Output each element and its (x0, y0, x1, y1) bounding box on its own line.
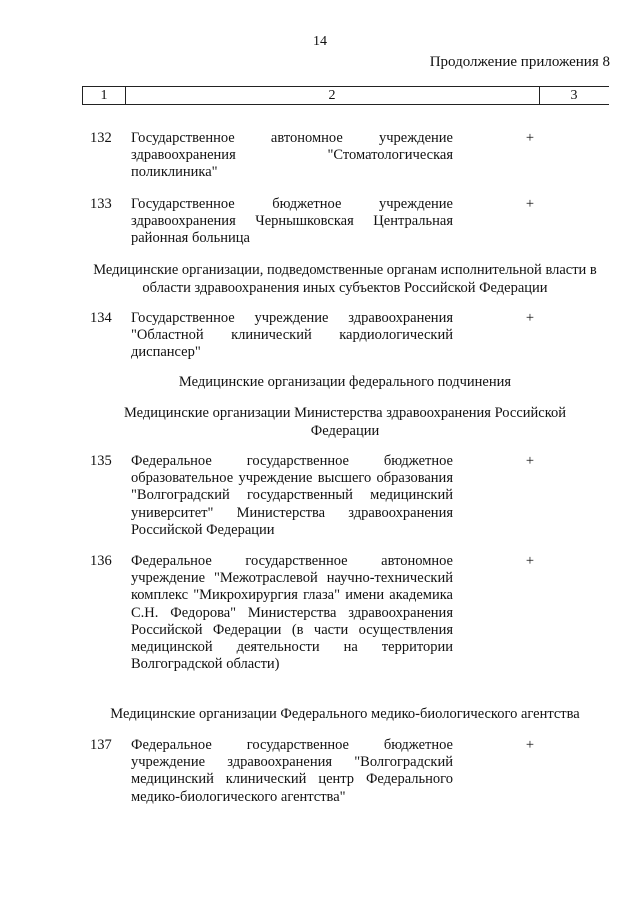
row-mark: + (525, 310, 535, 326)
row-number: 134 (90, 310, 112, 326)
section-heading-fmba: Медицинские организации Федерального медико-биологического агентства (110, 706, 580, 722)
row-number: 135 (90, 453, 112, 469)
table-header (82, 86, 609, 105)
row-mark: + (525, 196, 535, 212)
section-heading-other-subjects: Медицинские организации, подведомственные органам исполнительной власти в области здравоохранения иных субъектов Российской Федерации (93, 262, 597, 296)
row-organization-name: Государственное автономное учреждение здравоохранения "Стоматологическая поликлиника" (131, 130, 453, 181)
section-heading-federal: Медицинские организации федерального подчинения (178, 374, 512, 390)
section-heading-ministry: Медицинские организации Министерства здравоохранения Российской Федерации (123, 405, 567, 439)
row-organization-name: Федеральное государственное бюджетное учреждение здравоохранения "Волгоградский медицинский клинический центр Федерального медико-биологического агентства" (131, 737, 453, 805)
row-mark: + (525, 737, 535, 753)
column-header-number: 1 (83, 87, 126, 104)
column-header-mark: 3 (570, 88, 578, 103)
row-mark: + (525, 130, 535, 146)
row-number: 132 (90, 130, 112, 146)
page-number: 14 (313, 34, 327, 49)
appendix-continuation-label: Продолжение приложения 8 (429, 54, 610, 70)
row-number: 136 (90, 553, 112, 569)
row-organization-name: Федеральное государственное бюджетное образовательное учреждение высшего образования "Волгоградский государственный медицинский университет" Министерства здравоохранения Российской Федерации (131, 453, 453, 538)
row-number: 133 (90, 196, 112, 212)
row-organization-name: Федеральное государственное автономное учреждение "Межотраслевой научно-технический комплекс "Микрохирургия глаза" имени академика С.Н. Федорова" Министерства здравоохранения Российской Федерации (в части осуществления медицинской деятельности на территории Волгоградской области) (131, 553, 453, 673)
column-header-organization: 2 (125, 87, 540, 104)
row-organization-name: Государственное учреждение здравоохранения "Областной клинический кардиологический диспансер" (131, 310, 453, 361)
row-organization-name: Государственное бюджетное учреждение здравоохранения Чернышковская Центральная районная больница (131, 196, 453, 247)
row-mark: + (525, 453, 535, 469)
row-mark: + (525, 553, 535, 569)
row-number: 137 (90, 737, 112, 753)
